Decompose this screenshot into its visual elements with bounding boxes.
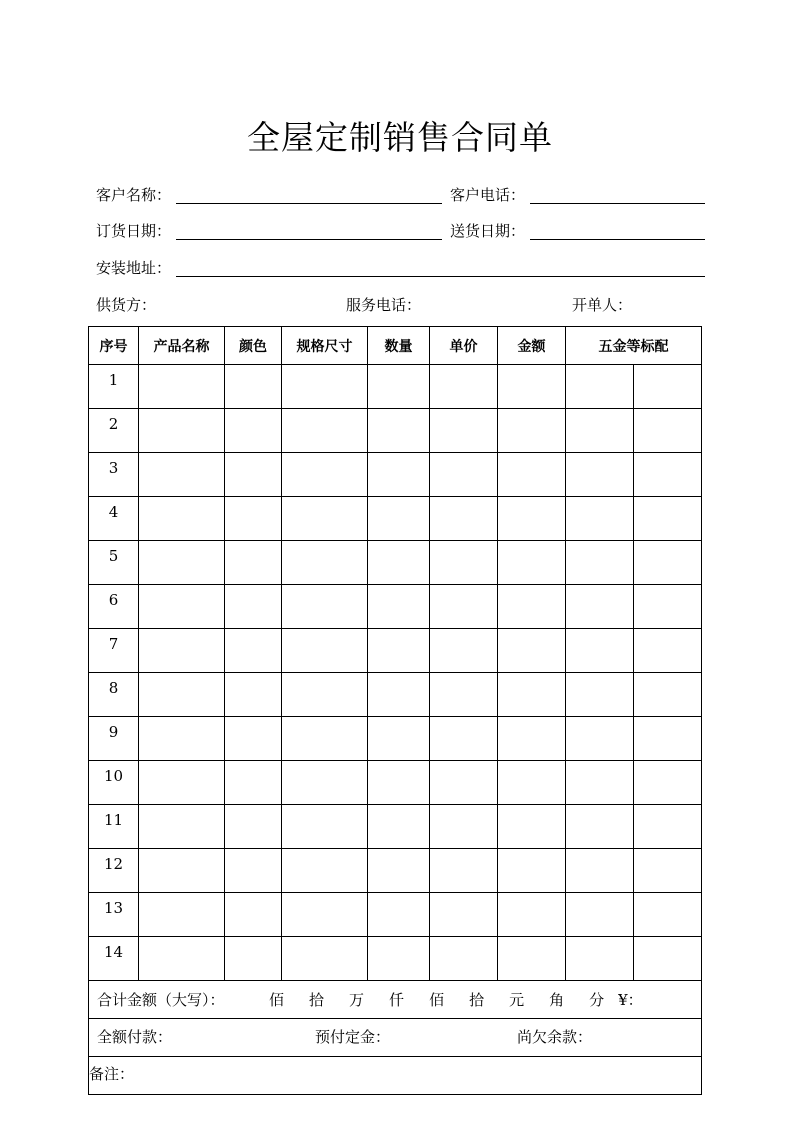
row-number: 5 (89, 541, 139, 585)
row-number: 12 (89, 849, 139, 893)
color-cell[interactable] (225, 717, 282, 761)
quantity-cell[interactable] (368, 497, 430, 541)
row-number: 6 (89, 585, 139, 629)
table-row (89, 365, 702, 409)
hardware-cell-b[interactable] (634, 409, 702, 453)
hardware-cell-b[interactable] (634, 805, 702, 849)
quantity-cell[interactable] (368, 409, 430, 453)
header-unit-price: 单价 (430, 327, 498, 365)
table-row (89, 541, 702, 585)
quantity-cell[interactable] (368, 541, 430, 585)
product-name-cell[interactable] (139, 849, 225, 893)
header-amount: 金额 (498, 327, 566, 365)
table-row (89, 629, 702, 673)
deposit-label[interactable]: 预付定金： (315, 1028, 391, 1046)
size-cell[interactable] (282, 805, 368, 849)
size-cell[interactable] (282, 541, 368, 585)
table-row (89, 849, 702, 893)
header-color: 颜色 (225, 327, 282, 365)
product-name-cell[interactable] (139, 365, 225, 409)
quantity-cell[interactable] (368, 849, 430, 893)
row-number: 14 (89, 937, 139, 981)
table-row (89, 937, 702, 981)
total-amount-words[interactable] (89, 981, 701, 1018)
customer-phone-field[interactable] (450, 184, 705, 206)
size-cell[interactable] (282, 585, 368, 629)
full-payment-label[interactable]: 全额付款： (97, 1028, 173, 1046)
color-cell[interactable] (225, 893, 282, 937)
table-header-row (89, 327, 702, 365)
amount-cell[interactable] (498, 541, 566, 585)
amount-cell[interactable] (498, 585, 566, 629)
quantity-cell[interactable] (368, 629, 430, 673)
size-cell[interactable] (282, 453, 368, 497)
size-cell[interactable] (282, 717, 368, 761)
color-cell[interactable] (225, 541, 282, 585)
hardware-cell-a[interactable] (566, 365, 634, 409)
row-number: 10 (89, 761, 139, 805)
amount-cell[interactable] (498, 849, 566, 893)
amount-cell[interactable] (498, 893, 566, 937)
page-title: 全屋定制销售合同单 (247, 118, 553, 157)
amount-cell[interactable] (498, 629, 566, 673)
product-name-cell[interactable] (139, 541, 225, 585)
unit-price-cell[interactable] (430, 541, 498, 585)
hardware-cell-a[interactable] (566, 805, 634, 849)
install-address-underline[interactable] (176, 276, 705, 277)
size-cell[interactable] (282, 849, 368, 893)
hardware-cell-b[interactable] (634, 585, 702, 629)
total-row (89, 981, 702, 1019)
hardware-cell-b[interactable] (634, 497, 702, 541)
color-cell[interactable] (225, 629, 282, 673)
hardware-cell-a[interactable] (566, 629, 634, 673)
quantity-cell[interactable] (368, 717, 430, 761)
size-cell[interactable] (282, 893, 368, 937)
hardware-cell-a[interactable] (566, 893, 634, 937)
table-row (89, 761, 702, 805)
product-name-cell[interactable] (139, 761, 225, 805)
delivery-date-field[interactable] (450, 220, 705, 242)
product-name-cell[interactable] (139, 673, 225, 717)
product-name-cell[interactable] (139, 717, 225, 761)
row-number: 13 (89, 893, 139, 937)
table-row (89, 717, 702, 761)
color-cell[interactable] (225, 849, 282, 893)
row-number: 3 (89, 453, 139, 497)
color-cell[interactable] (225, 409, 282, 453)
row-number: 11 (89, 805, 139, 849)
service-phone-label: 服务电话： (346, 296, 422, 314)
unit-price-cell[interactable] (430, 761, 498, 805)
row-number: 2 (89, 409, 139, 453)
table-row (89, 673, 702, 717)
color-cell[interactable] (225, 365, 282, 409)
hardware-cell-b[interactable] (634, 717, 702, 761)
quantity-cell[interactable] (368, 893, 430, 937)
product-name-cell[interactable] (139, 453, 225, 497)
unit-price-cell[interactable] (430, 409, 498, 453)
product-name-cell[interactable] (139, 409, 225, 453)
quantity-cell[interactable] (368, 585, 430, 629)
unit-price-cell[interactable] (430, 805, 498, 849)
size-cell[interactable] (282, 365, 368, 409)
color-cell[interactable] (225, 761, 282, 805)
product-name-cell[interactable] (139, 629, 225, 673)
table-row (89, 585, 702, 629)
unit-price-cell[interactable] (430, 497, 498, 541)
unit-bai-2: 佰 (429, 991, 445, 1009)
product-name-cell[interactable] (139, 937, 225, 981)
total-label: 合计金额（大写）： (97, 991, 225, 1009)
unit-shi-2: 拾 (469, 991, 485, 1009)
install-address-label: 安装地址： (96, 259, 172, 277)
amount-cell[interactable] (498, 365, 566, 409)
amount-cell[interactable] (498, 497, 566, 541)
payment-row (89, 1019, 702, 1057)
table-row (89, 453, 702, 497)
size-cell[interactable] (282, 761, 368, 805)
row-number: 1 (89, 365, 139, 409)
quantity-cell[interactable] (368, 805, 430, 849)
color-cell[interactable] (225, 453, 282, 497)
size-cell[interactable] (282, 497, 368, 541)
header-hardware: 五金等标配 (566, 327, 702, 365)
color-cell[interactable] (225, 673, 282, 717)
order-date-underline[interactable] (176, 239, 442, 240)
hardware-cell-a[interactable] (566, 937, 634, 981)
amount-cell[interactable] (498, 673, 566, 717)
unit-price-cell[interactable] (430, 585, 498, 629)
quantity-cell[interactable] (368, 453, 430, 497)
notes-cell[interactable] (89, 1057, 702, 1095)
hardware-cell-b[interactable] (634, 937, 702, 981)
unit-yuan: 元 (509, 991, 525, 1009)
customer-phone-underline[interactable] (530, 203, 705, 204)
order-date-label: 订货日期： (96, 222, 172, 240)
unit-price-cell[interactable] (430, 673, 498, 717)
order-table (88, 326, 702, 1095)
row-number: 9 (89, 717, 139, 761)
unit-shi-1: 拾 (309, 991, 325, 1009)
unit-bai-1: 佰 (269, 991, 285, 1009)
hardware-cell-a[interactable] (566, 761, 634, 805)
color-cell[interactable] (225, 937, 282, 981)
product-name-cell[interactable] (139, 805, 225, 849)
quantity-cell[interactable] (368, 761, 430, 805)
customer-name-label: 客户名称： (96, 186, 172, 204)
hardware-cell-b[interactable] (634, 629, 702, 673)
hardware-cell-b[interactable] (634, 365, 702, 409)
delivery-date-label: 送货日期： (450, 222, 526, 240)
product-name-cell[interactable] (139, 585, 225, 629)
unit-price-cell[interactable] (430, 629, 498, 673)
hardware-cell-b[interactable] (634, 673, 702, 717)
hardware-cell-a[interactable] (566, 409, 634, 453)
hardware-cell-a[interactable] (566, 497, 634, 541)
issuer-label: 开单人： (572, 296, 633, 314)
hardware-cell-b[interactable] (634, 541, 702, 585)
notes-label: 备注： (89, 1065, 135, 1083)
hardware-cell-b[interactable] (634, 849, 702, 893)
hardware-cell-a[interactable] (566, 453, 634, 497)
row-number: 8 (89, 673, 139, 717)
unit-qian: 仟 (389, 991, 405, 1009)
unit-price-cell[interactable] (430, 453, 498, 497)
amount-cell[interactable] (498, 717, 566, 761)
order-date-field[interactable] (96, 220, 442, 242)
hardware-cell-a[interactable] (566, 717, 634, 761)
table-row (89, 497, 702, 541)
size-cell[interactable] (282, 937, 368, 981)
amount-cell[interactable] (498, 937, 566, 981)
hardware-cell-a[interactable] (566, 673, 634, 717)
hardware-cell-a[interactable] (566, 849, 634, 893)
table-row (89, 893, 702, 937)
hardware-cell-a[interactable] (566, 541, 634, 585)
unit-price-cell[interactable] (430, 893, 498, 937)
customer-name-field[interactable] (96, 184, 442, 206)
header-product-name: 产品名称 (139, 327, 225, 365)
color-cell[interactable] (225, 805, 282, 849)
hardware-cell-b[interactable] (634, 761, 702, 805)
unit-jiao: 角 (549, 991, 565, 1009)
hardware-cell-a[interactable] (566, 585, 634, 629)
amount-cell[interactable] (498, 453, 566, 497)
size-cell[interactable] (282, 409, 368, 453)
table-row (89, 805, 702, 849)
balance-label[interactable]: 尚欠余款： (517, 1028, 593, 1046)
customer-phone-label: 客户电话： (450, 186, 526, 204)
notes-row (89, 1057, 702, 1095)
supplier-label: 供货方： (96, 296, 157, 314)
install-address-field[interactable] (96, 257, 705, 279)
header-quantity: 数量 (368, 327, 430, 365)
hardware-cell-b[interactable] (634, 893, 702, 937)
size-cell[interactable] (282, 629, 368, 673)
color-cell[interactable] (225, 585, 282, 629)
unit-price-cell[interactable] (430, 717, 498, 761)
unit-wan: 万 (349, 991, 365, 1009)
amount-cell[interactable] (498, 761, 566, 805)
header-size: 规格尺寸 (282, 327, 368, 365)
currency-label: ¥： (618, 991, 643, 1009)
amount-cell[interactable] (498, 409, 566, 453)
quantity-cell[interactable] (368, 937, 430, 981)
unit-price-cell[interactable] (430, 937, 498, 981)
quantity-cell[interactable] (368, 673, 430, 717)
unit-price-cell[interactable] (430, 365, 498, 409)
amount-cell[interactable] (498, 805, 566, 849)
hardware-cell-b[interactable] (634, 453, 702, 497)
unit-fen: 分 (589, 991, 605, 1009)
header-seq: 序号 (89, 327, 139, 365)
unit-price-cell[interactable] (430, 849, 498, 893)
customer-name-underline[interactable] (176, 203, 442, 204)
table-row (89, 409, 702, 453)
size-cell[interactable] (282, 673, 368, 717)
row-number: 4 (89, 497, 139, 541)
product-name-cell[interactable] (139, 893, 225, 937)
color-cell[interactable] (225, 497, 282, 541)
row-number: 7 (89, 629, 139, 673)
product-name-cell[interactable] (139, 497, 225, 541)
quantity-cell[interactable] (368, 365, 430, 409)
delivery-date-underline[interactable] (530, 239, 705, 240)
